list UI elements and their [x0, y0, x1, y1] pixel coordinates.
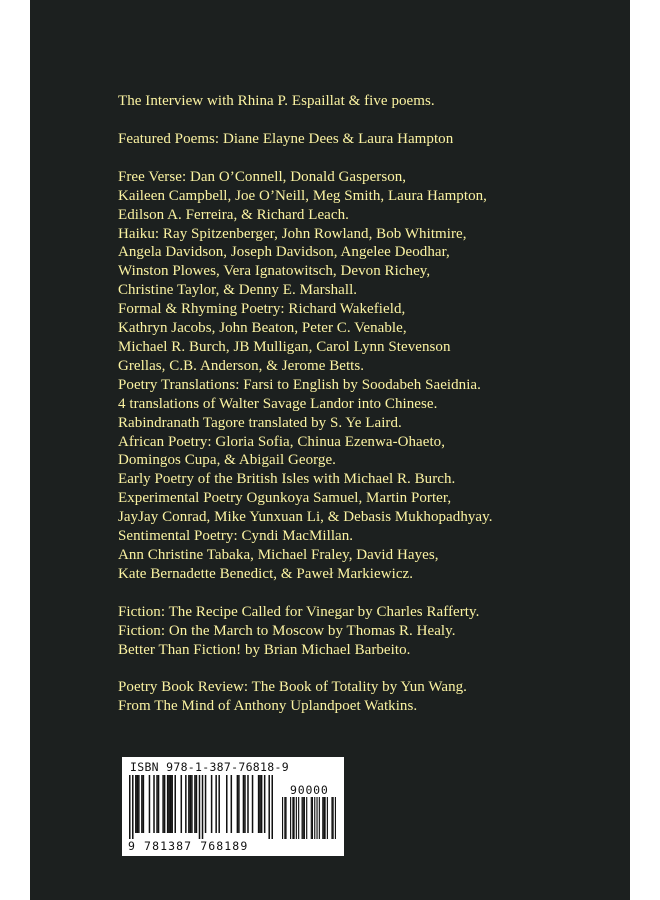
barcode-bar — [129, 775, 131, 839]
price-code: 90000 — [290, 783, 329, 797]
barcode-bar — [162, 775, 164, 833]
barcode-bar — [132, 775, 134, 839]
barcode-bar — [205, 775, 207, 833]
barcode-bar — [243, 775, 245, 833]
barcode-bar — [226, 775, 228, 833]
barcode-bar — [268, 775, 270, 839]
barcode-bar — [231, 775, 233, 833]
barcode-bar — [202, 775, 204, 839]
barcode-bar — [259, 775, 261, 833]
addon-bar — [298, 797, 299, 839]
addon-bar — [296, 797, 297, 839]
barcode-bar — [247, 775, 249, 833]
back-cover — [30, 0, 630, 900]
ean-barcode-bars — [129, 775, 273, 839]
barcode-bar — [264, 775, 266, 833]
text-line: Angela Davidson, Joseph Davidson, Angelee Deodhar, — [118, 244, 450, 261]
text-line: Poetry Translations: Farsi to English by Soodabeh Saeidnia. — [118, 376, 481, 393]
barcode-bar — [244, 775, 246, 833]
text-paragraph — [118, 678, 618, 716]
barcode-bar — [171, 775, 173, 833]
text-line: Early Poetry of the British Isles with Michael R. Burch. — [118, 471, 456, 488]
text-line: Domingos Cupa, & Abigail George. — [118, 452, 336, 469]
addon-bar — [335, 797, 336, 839]
addon-bar — [290, 797, 291, 839]
text-line: 4 translations of Walter Savage Landor into Chinese. — [118, 395, 438, 412]
barcode-bar — [149, 775, 151, 833]
barcode-bar — [138, 775, 140, 833]
text-paragraph — [118, 168, 618, 584]
text-line: Grellas, C.B. Anderson, & Jerome Betts. — [118, 357, 365, 374]
text-line: Kate Bernadette Benedict, & Paweł Markiewicz. — [118, 565, 414, 582]
barcode-bar — [158, 775, 160, 833]
barcode-bar — [174, 775, 176, 833]
text-paragraph — [118, 92, 618, 111]
barcode-bar — [237, 775, 239, 833]
addon-bar — [319, 797, 320, 839]
text-line: The Interview with Rhina P. Espaillat & five poems. — [118, 93, 435, 109]
addon-bar — [316, 797, 317, 839]
barcode-bar — [185, 775, 187, 833]
text-line: Christine Taylor, & Denny E. Marshall. — [118, 282, 358, 299]
barcode-bar — [137, 775, 139, 833]
barcode-bar — [258, 775, 260, 833]
barcode-bar — [238, 775, 240, 833]
text-line: Poetry Book Review: The Book of Totality by Yun Wang. — [118, 679, 467, 696]
addon-bar — [293, 797, 294, 839]
barcode-bar — [199, 775, 201, 839]
addon-bar — [285, 797, 286, 839]
addon-bar — [284, 797, 285, 839]
addon-bar — [312, 797, 313, 839]
addon-bar — [302, 797, 303, 839]
addon-bar — [306, 797, 307, 839]
addon-bar — [314, 797, 315, 839]
barcode-bar — [191, 775, 193, 833]
addon-bar — [322, 797, 323, 839]
addon-bar — [311, 797, 312, 839]
barcode-bar — [194, 775, 196, 833]
barcode-bar — [252, 775, 254, 833]
text-paragraph — [118, 130, 618, 149]
addon-bar — [303, 797, 304, 839]
text-line: Formal & Rhyming Poetry: Richard Wakefield, — [118, 301, 406, 318]
text-line: Winston Plowes, Vera Ignatowitsch, Devon Richey, — [118, 263, 431, 280]
barcode-bar — [153, 775, 155, 833]
text-line: Better Than Fiction! by Brian Michael Barbeito. — [118, 641, 411, 658]
text-line: Michael R. Burch, JB Mulligan, Carol Lynn Stevenson — [118, 338, 451, 355]
barcode-bar — [156, 775, 158, 833]
text-line: Edilson A. Ferreira, & Richard Leach. — [118, 206, 349, 223]
text-line: Rabindranath Tagore translated by S. Ye Laird. — [118, 414, 402, 431]
text-line: Kathryn Jacobs, John Beaton, Peter C. Venable, — [118, 320, 407, 337]
text-line: Kaileen Campbell, Joe O’Neill, Meg Smith, Laura Hampton, — [118, 187, 487, 204]
barcode-bar — [170, 775, 172, 833]
price-addon-bars — [282, 797, 336, 839]
barcode-bar — [211, 775, 213, 833]
addon-bar — [331, 797, 332, 839]
barcode-bar — [196, 775, 198, 833]
barcode-bar — [168, 775, 170, 833]
text-line: Fiction: On the March to Moscow by Thomas R. Healy. — [118, 622, 456, 639]
back-cover-text — [118, 92, 618, 735]
text-line: JayJay Conrad, Mike Yunxuan Li, & Debasis Mukhopadhyay. — [118, 509, 493, 526]
barcode-bar — [215, 775, 217, 833]
barcode-bar — [167, 775, 169, 833]
text-line: Free Verse: Dan O’Connell, Donald Gasperson, — [118, 168, 407, 185]
text-line: Featured Poems: Diane Elayne Dees & Laura Hampton — [118, 130, 454, 147]
barcode-bar — [218, 775, 220, 833]
addon-bar — [333, 797, 334, 839]
text-line: African Poetry: Gloria Sofia, Chinua Ezenwa-Ohaeto, — [118, 433, 446, 450]
addon-bar — [304, 797, 305, 839]
text-paragraph — [118, 603, 618, 660]
barcode-bar — [181, 775, 183, 833]
barcode-bar — [188, 775, 190, 833]
text-line: Haiku: Ray Spitzenberger, John Rowland, Bob Whitmire, — [118, 225, 467, 242]
barcode-bar — [143, 775, 145, 833]
barcode-bar — [135, 775, 137, 833]
text-line: Ann Christine Tabaka, Michael Fraley, David Hayes, — [118, 546, 439, 563]
addon-bar — [325, 797, 326, 839]
text-line: Experimental Poetry Ogunkoya Samuel, Martin Porter, — [118, 490, 452, 507]
isbn-barcode — [122, 757, 344, 856]
addon-bar — [292, 797, 293, 839]
text-line: From The Mind of Anthony Uplandpoet Watkins. — [118, 698, 418, 715]
barcode-digits: 9 781387 768189 — [128, 839, 249, 853]
barcode-bar — [261, 775, 263, 833]
barcode-bar — [164, 775, 166, 833]
text-line: Fiction: The Recipe Called for Vinegar by Charles Rafferty. — [118, 603, 480, 620]
isbn-label: ISBN 978-1-387-76818-9 — [130, 760, 289, 774]
barcode-bar — [190, 775, 192, 833]
text-line: Sentimental Poetry: Cyndi MacMillan. — [118, 528, 354, 545]
addon-bar — [282, 797, 283, 839]
addon-bar — [323, 797, 324, 839]
addon-bar — [327, 797, 328, 839]
barcode-bar — [141, 775, 143, 833]
barcode-bar — [271, 775, 273, 839]
